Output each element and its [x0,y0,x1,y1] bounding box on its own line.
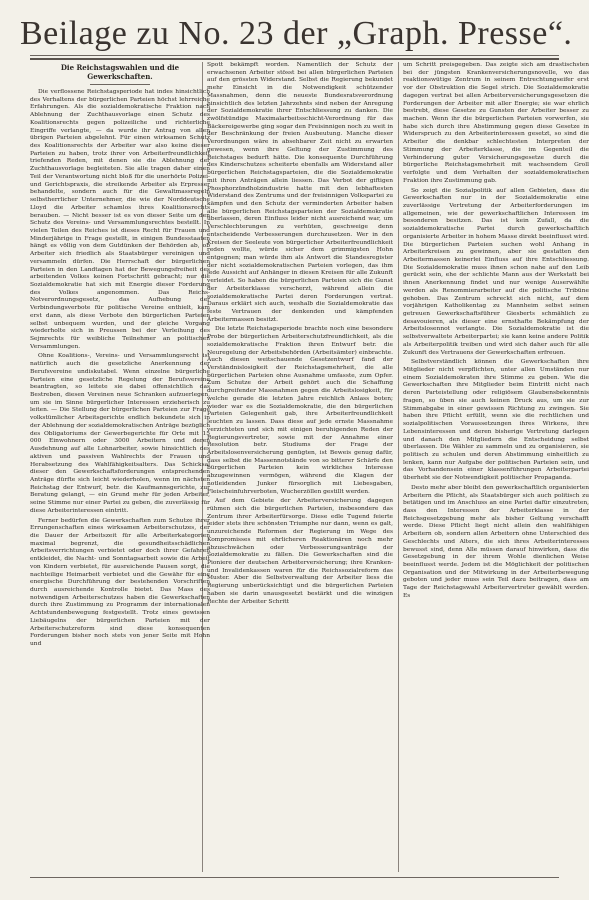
column-divider [398,62,399,872]
paragraph: um Schritt preisgegeben. Das zeigte sich am drastischsten bei der jüngsten Krankenversicherungsnovelle, wo das reaktionswütige Zentrum in seinem Entrechtungseifer erst vor der Obstruktion die Segel strich. Die Sozialdemokratie dagegen vertrat bei allen Arbeiterversicherungsgesetzen die Forderungen der Arbeiter mit aller Energie; sie war ehrlich bestrebt, diese Gesetze zu Gunsten der Arbeiter besser zu machen. Wenn ihr die bürgerlichen Parteien vorwerfen, sie habe sich durch ihre Abstimmung gegen diese Gesetze in Widerspruch zu den Arbeiterinteressen gesetzt, so sind die Arbeiter die denkbar schlechtesten Interpreten der Stimmung der Arbeiterklasse, die im Gegenteil die Verhinderung guter Versicherungsgesetze durch die bürgerliche Reichstagsmehrheit mit wachsendem Groll verfolgte und dem Verhalten der sozialdemokratischen Fraktion ihre Zustimmung gab. [403,62,589,184]
paragraph: So zeigt die Sozialpolitik auf allen Gebieten, dass die Gewerkschaften nur in der Sozialdemokratie eine zuverlässige Vertretung der Arbeiterforderungen im allgemeinen, wie der gewerkschaftlichen Interessen im besonderen besitzen. Das ist kein Zufall, da die sozialdemokratische Partei durch gewerkschaftlich organisierte Arbeiter in hohem Masse direkt beeinflusst wird. Die bürgerlichen Parteien suchen wohl Anhang in Arbeiterkreisen zu gewinnen, aber sie gestatten den Arbeitermassen keinerlei Einfluss auf ihre Entschliessung. Die Sozialdemokratie muss ihnen schon nahe auf den Leib gerückt sein, ehe der schlichte Mann aus der Werkstatt bei ihnen Anerkennung findet und nur wenige Auserwählte werden als Renommierarbeiter auf die politische Tribüne gehoben. Das Zentrum schreckt sich nicht, auf dem vorjährigen Katholikentag zu Mannheim selbst seinen getreuen Gewerkschaftsführer Giesberts schmählich zu desavouieren, als dieser eine ernsthafte Bekämpfung der Arbeitslosennot verlangte. Die Sozialdemokratie ist die selbstverwaltete Arbeiterpartei; sie kann keine andere Politik als Arbeiterpolitik treiben und wird sich daher auch für alle Zukunft des Vertrauens der Gewerkschaften erfreuen. [403,187,589,356]
paragraph: Selbstverständlich können die Gewerkschaften ihre Mitglieder nicht verpflichten, unter allen Umständen nur einem Sozialdemokraten ihre Stimme zu geben. Wie die Gewerkschaften ihre Mitglieder beim Eintritt nicht nach deren Parteistellung oder religiösem Glaubensbekenntnis fragen, so üben sie auch keinen Druck aus, um sie zur Stimmabgabe in einer gewissen Richtung zu zwingen. Sie haben ihre Pflicht erfüllt, wenn sie die rechtlichen und sozialpolitischen Voraussetzungen ihres Wirkens, ihre Lebensinteressen und deren bisherige Vertretung darlegen und danach den Mitgliedern die Entscheidung selbst überlassen. Die Wähler zu sammeln und zu organisieren, sie politisch zu schulen und deren Abstimmung einheitlich zu lenken, kann nur Aufgabe der politischen Parteien sein, und das Vorhandensein einer klassenführungen Arbeiterpartei überhebt sie der Notwendigkeit politischer Propaganda. [403,359,589,482]
article-title-line: Die Reichstagswahlen und die [60,63,180,72]
paragraph: Desto mehr aber bleibt den gewerkschaftlich organisierten Arbeitern die Pflicht, als Staatsbürger sich auch politisch zu betätigen und im Anschluss an eine Partei dafür einzutreten, dass den Interessen der Arbeiterklasse in der Reichsgesetzgebung mehr als bisher Geltung verschafft werde. Diese Pflicht liegt nicht allein den wahlfähigen Arbeitern ob, sondern allen Arbeitern ohne Unterschied des Geschlechts und Alters, die sich ihres Arbeiterinteresses bewusst sind, denn Alle müssen darauf hinwirken, dass die Gesetzgebung in der ihrem Wohle dienlichen Weise beeinflusst werde. Jedem ist die Möglichkeit der politischen Organisation und der Mitwirkung in der Arbeiterbewegung geboten und jeder muss sein Teil dazu beitragen, dass am Tage der Reichstagswahl Arbeitervertreter gewählt werden. Es [403,484,589,599]
title-divider [90,84,150,85]
paragraph: Ferner bedürfen die Gewerkschaften zum Schutze ihrer Errungenschaften eines wirksamen Arbeiterschutzes, der die Dauer der Arbeitszeit für alle Arbeiterkategorien maximal begrenzt, die gesundheitsschädlichen Arbeitsverrichtungen verbietet oder doch ihrer Gefahren entkleidet, die Nacht- und Sonntagsarbeit sowie die Arbeit von Kindern verbietet, für ausreichende Pausen sorgt, die nachteilige Heimarbeit verbietet und die Gewähr für eine energische Durchführung der bestehenden Vorschriften durch ausreichende Kontrolle bietet. Das Mass des notwendigen Arbeiterschutzes haben die Gewerkschaften durch ihre Zustimmung zu Programm der internationalen Achtstundenbewegung festgestellt. Trotz eines gewissen Liebäugelns der bürgerlichen Parteien mit der Arbeiterschutzreform sind diese konsequenten Forderungen bisher noch stets von jener Seite mit Hohn und [30,517,210,648]
text-column-2 [207,62,393,874]
page-header-title: Beilage zu No. 23 der „Graph. Presse“. [20,15,573,52]
header-rule-thin [30,55,559,56]
paragraph: Die verflossene Reichstagsperiode hat indes hinsichtlich des Verhaltens der bürgerlichen Parteien höchst lehrreiche Erfahrungen. Als die sozialdemokratische Fraktion nach Ablehnung der Zuchthausvorlage einen Schutz des Koalitionsrechts gegen polizeiliche und richterliche Eingriffe verlangte, — da wurde ihr Antrag von allen übrigen Parteien abgelehnt. Für einen wirksamen Schutz des Koalitionsrechts der Arbeiter war also keine dieser Parteien zu haben, trotz ihrer von Arbeiterfreundlichkeit triefenden Reden, mit denen sie die Ablehnung der Zuchthausvorlage begleiteten. Sie alle tragen daher einen Teil der Verantwortung nicht bloß für die unerhörte Polizei- und Gerichtspraxis, die streikende Arbeiter als Erpresser behandelte, sondern auch für die Gewaltmassregeln selbstherrlicher Unternehmer, die wie der Norddeutsche Lloyd die Arbeiter schamlos ihres Koalitionsrechts berauben. — Nicht besser ist es von dieser Seite um den Schutz des Vereins- und Versammlungsrechtes bestellt. In vielen Teilen des Reiches ist dieses Recht für Frauen und Minderjährige in Frage gestellt, in einigen Bundesstaaten hängt es völlig von dem Gutdünken der Behörden ab, ob Arbeiter sich friedlich als Staatsbürger vereinigen und versammeln dürfen. Die Herrschaft der bürgerlichen Parteien in den Landtagen hat der Bewegungsfreiheit des arbeitenden Volkes keinen Fortschritt gebracht; nur die Sozialdemokratie hat sich mit Energie dieser Forderung des Volkes angenommen. Das Reichs-Notverordnungsgesetz, das Aufhebung der Verbindungsverbote für politische Vereine enthielt, kam erst dann, als diese Verbote den bürgerlichen Parteien selbst unbequem wurden, und der gleiche Vorgang wiederholte sich in Preussen bei der Verleihung des Sejmrechts für weibliche Teilnehmer an politischen Versammlungen. [30,89,210,350]
article-title [30,63,210,81]
text-column-1 [30,62,210,874]
footer-rule [30,877,559,878]
text-column-3 [403,62,589,874]
paragraph: Auf dem Gebiete der Arbeiterversicherung dagegen rühmen sich die bürgerlichen Parteien, insbesondere das Zentrum ihrer Arbeiterfürsorge. Diese edle Tugend feierte leider stets ihre schönsten Triumphe nur dann, wenn es galt, unzureichende Reformen der Regierung im Wege des Kompromisses mit ehrlicheren Reaktionären noch mehr abzuschwächen oder Verbesserungsanträge der Sozialdemokratie zu fällen. Die Gewerkschaften sind die Pioniere der deutschen Arbeiterversicherung; ihre Kranken- und Invalidenkassen waren für die Reichssozialreform das Muster. Aber die Selbstverwaltung der Arbeiter liess die Regierung unberücksichtigt und die bürgerlichen Parteien haben sie darin unausgesetzt bestärkt und die winzigen Rechte der Arbeiter Schritt [207,498,393,605]
header-rule-thick [30,58,559,60]
paragraph: Spott bekämpft worden. Namentlich der Schutz der erwachsenen Arbeiter stösst bei allen bürgerlichen Parteien auf den grössten Widerstand. Selbst die Regierung bekundet mehr Einsicht in die Notwendigkeit schützender Massnahmen, denn die neueste Bundesratsverordnung hinsichtlich des letzten Jahrzehnts sind neben der Anregung der Sozialdemokratie ihrer Entschliessung zu danken. Die zwölfstündige Maximalarbeitsschicht-Verordnung für das Bäckereigewerbe ging sogar den Freisinnigen noch zu weit in der Beschränkung der freien Ausbeutung. Manche dieser Verordnungen wäre in absehbarer Zeit nicht zu erwarten gewesen, wenn ihre Geltung der Zustimmung des Reichstages bedurft hätte. Die konsequente Durchführung des Kinderschutzes scheiterte ebenfalls am Widerstand aller bürgerlichen Reichstagsparteien, die die Sozialdemokratie mit ihren Anträgen allein liessen. Das Verbot der giftigen Phosphorzündholzindustrie hatte mit den lebhaftesten Widerstand des Zentrums und der freisinnigen Volkspartei zu kämpfen und den Schutz der verminderten Arbeiter haben alle bürgerlichen Reichstagsparteien der Sozialdemokratie überlassen, deren Einfluss leider nicht ausreichend war, um Verschlechterungen zu verhüten, geschweige denn entscheidende Verbesserungen durchzusetzen. Wer in den Kreisen der Seeleute von bürgerlicher Arbeiterfreundlichkeit reden wollte, würde sicher dem grimmigsten Hohn entgegnen; man würde ihm als Antwort die Standesregister der nicht sozialdemokratischen Parteien vorlegen, das ihm jede Aussicht auf Anhänger in diesen Kreisen für alle Zukunft verleidet. So haben die bürgerlichen Parteien sich die Gunst der Arbeiterklasse verscherzt, während allein die sozialdemokratische Partei deren Forderungen vertrat. Daraus erklärt sich auch, weshalb die Sozialdemokratie das feste Vertrauen der denkenden und kämpfenden Arbeitermassen besitzt. [207,62,393,323]
paragraph: Ohne Koalitions-, Vereins- und Versammlungsrecht ist natürlich auch die gesetzliche Anerkennung der Berufsvereine undiskutabel. Wenn einzelne bürgerliche Parteien eine gesetzliche Regelung der Berufsvereine beantragten, so leitete sie dabei offensichtlich das Bestreben, diesen Vereinen neue Schranken aufzuerlegen, um sie im Sinne bürgerlicher Interessen erzieherisch zu leiten. — Die Stellung der bürgerlichen Parteien zur Frage volkstümlicher Arbeitsgerichte endlich bekundete sich in der Ablehnung der sozialdemokratischen Anträge bezüglich des Obligatoriums der Gewerbegerichte für Orte mit 15 000 Einwohnern oder 3000 Arbeitern und deren Ausdehnung auf alle Lohnarbeiter, sowie hinsichtlich des aktiven und passiven Wahlrechts der Frauen und Herabsetzung des Wahlfähigkeitsalters. Das Schicksal dieser den Gewerkschaftsforderungen entsprechenden Anträge dürfte sich leicht wiederholen, wenn im nächsten Reichstag der Entwurf, betr. die Kaufmannsgerichte, zur Beratung gelangt, — ein Grund mehr für jeden Arbeiter, seine Stimme nur einer Partei zu geben, die zuverlässig für diese Arbeiterinteressen eintritt. [30,353,210,514]
article-title-line: Gewerkschaften. [87,72,153,81]
paragraph: Die letzte Reichstagsperiode brachte noch eine besondere Probe der bürgerlichen Arbeiterschutzfreundlichkeit, als die sozialdemokratische Fraktion ihren Entwurf betr. die Neuregelung der Arbeitsbehörden (Arbeitsämter) einbrachte. Auch diesen weitschauende Gesetzentwurf fand der Verständnislosigkeit der Reichstagsmehrheit, die alle bürgerlichen Parteien ohne Ausnahme umfasste, zum Opfer. Zum Schutze der Arbeit gehört auch die Schaffung durchgreifender Massnahmen gegen die Arbeitslosigkeit, für welche gerade die letzten Jahre reichlich Anlass boten; wieder war es die Sozialdemokratie, die den bürgerlichen Parteien Gelegenheit gab, ihre Arbeiterfreundlichkeit leuchten zu lassen. Dass diese auf jede ernste Massnahme verzichteten und sich mit einigen beruhigenden Reden der Regierungsvertreter, sowie mit der Annahme einer Resolution betr. Studiums der Frage der Arbeitslosenversicherung genügten, ist Beweis genug dafür, dass selbst die Massennotstände von so bitterer Schärfe den bürgerlichen Parteien kein wirkliches Interesse abzugewinnen vermögen, während die Klagen der notleidenden Junker fürsorglich mit Liebesgaben, Fleischeinfuhrverboten, Wucherzöllen gestillt werden. [207,326,393,495]
